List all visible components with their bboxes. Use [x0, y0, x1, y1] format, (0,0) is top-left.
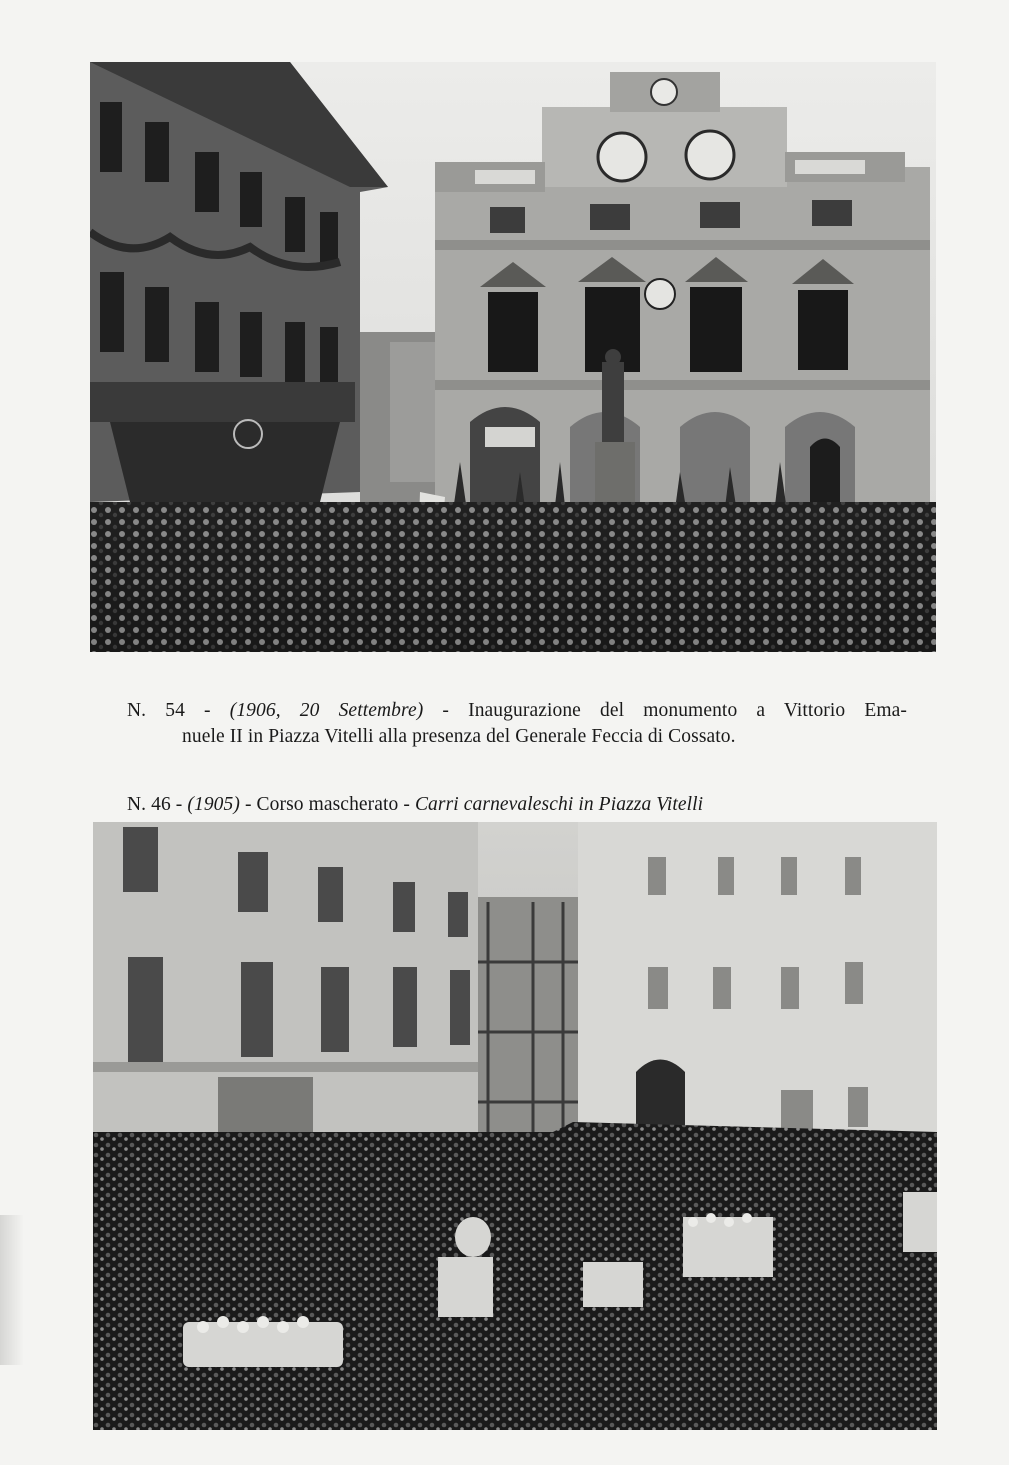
caption-54-text: - Inaugurazione del monumento a Vittorio Ema- — [442, 699, 907, 721]
caption-54-number: N. 54 - — [127, 699, 211, 721]
scan-edge-shadow — [0, 1215, 24, 1365]
caption-54-date: (1906, 20 Settembre) — [229, 699, 424, 721]
photo-carnival-floats — [93, 822, 937, 1430]
caption-54-line1 — [127, 698, 907, 724]
caption-46-title: Carri carnevaleschi in Piazza Vitelli — [414, 793, 704, 815]
caption-46-text: - Corso mascherato - — [244, 793, 410, 815]
photo-monument-inauguration — [90, 62, 936, 652]
caption-54-line2: nuele II in Piazza Vitelli alla presenza del Generale Feccia di Cossato. — [182, 725, 736, 747]
caption-46-date: (1905) — [187, 793, 240, 815]
caption-photo-46 — [127, 792, 907, 818]
caption-photo-54 — [127, 698, 907, 750]
caption-46-number: N. 46 - — [127, 793, 183, 815]
